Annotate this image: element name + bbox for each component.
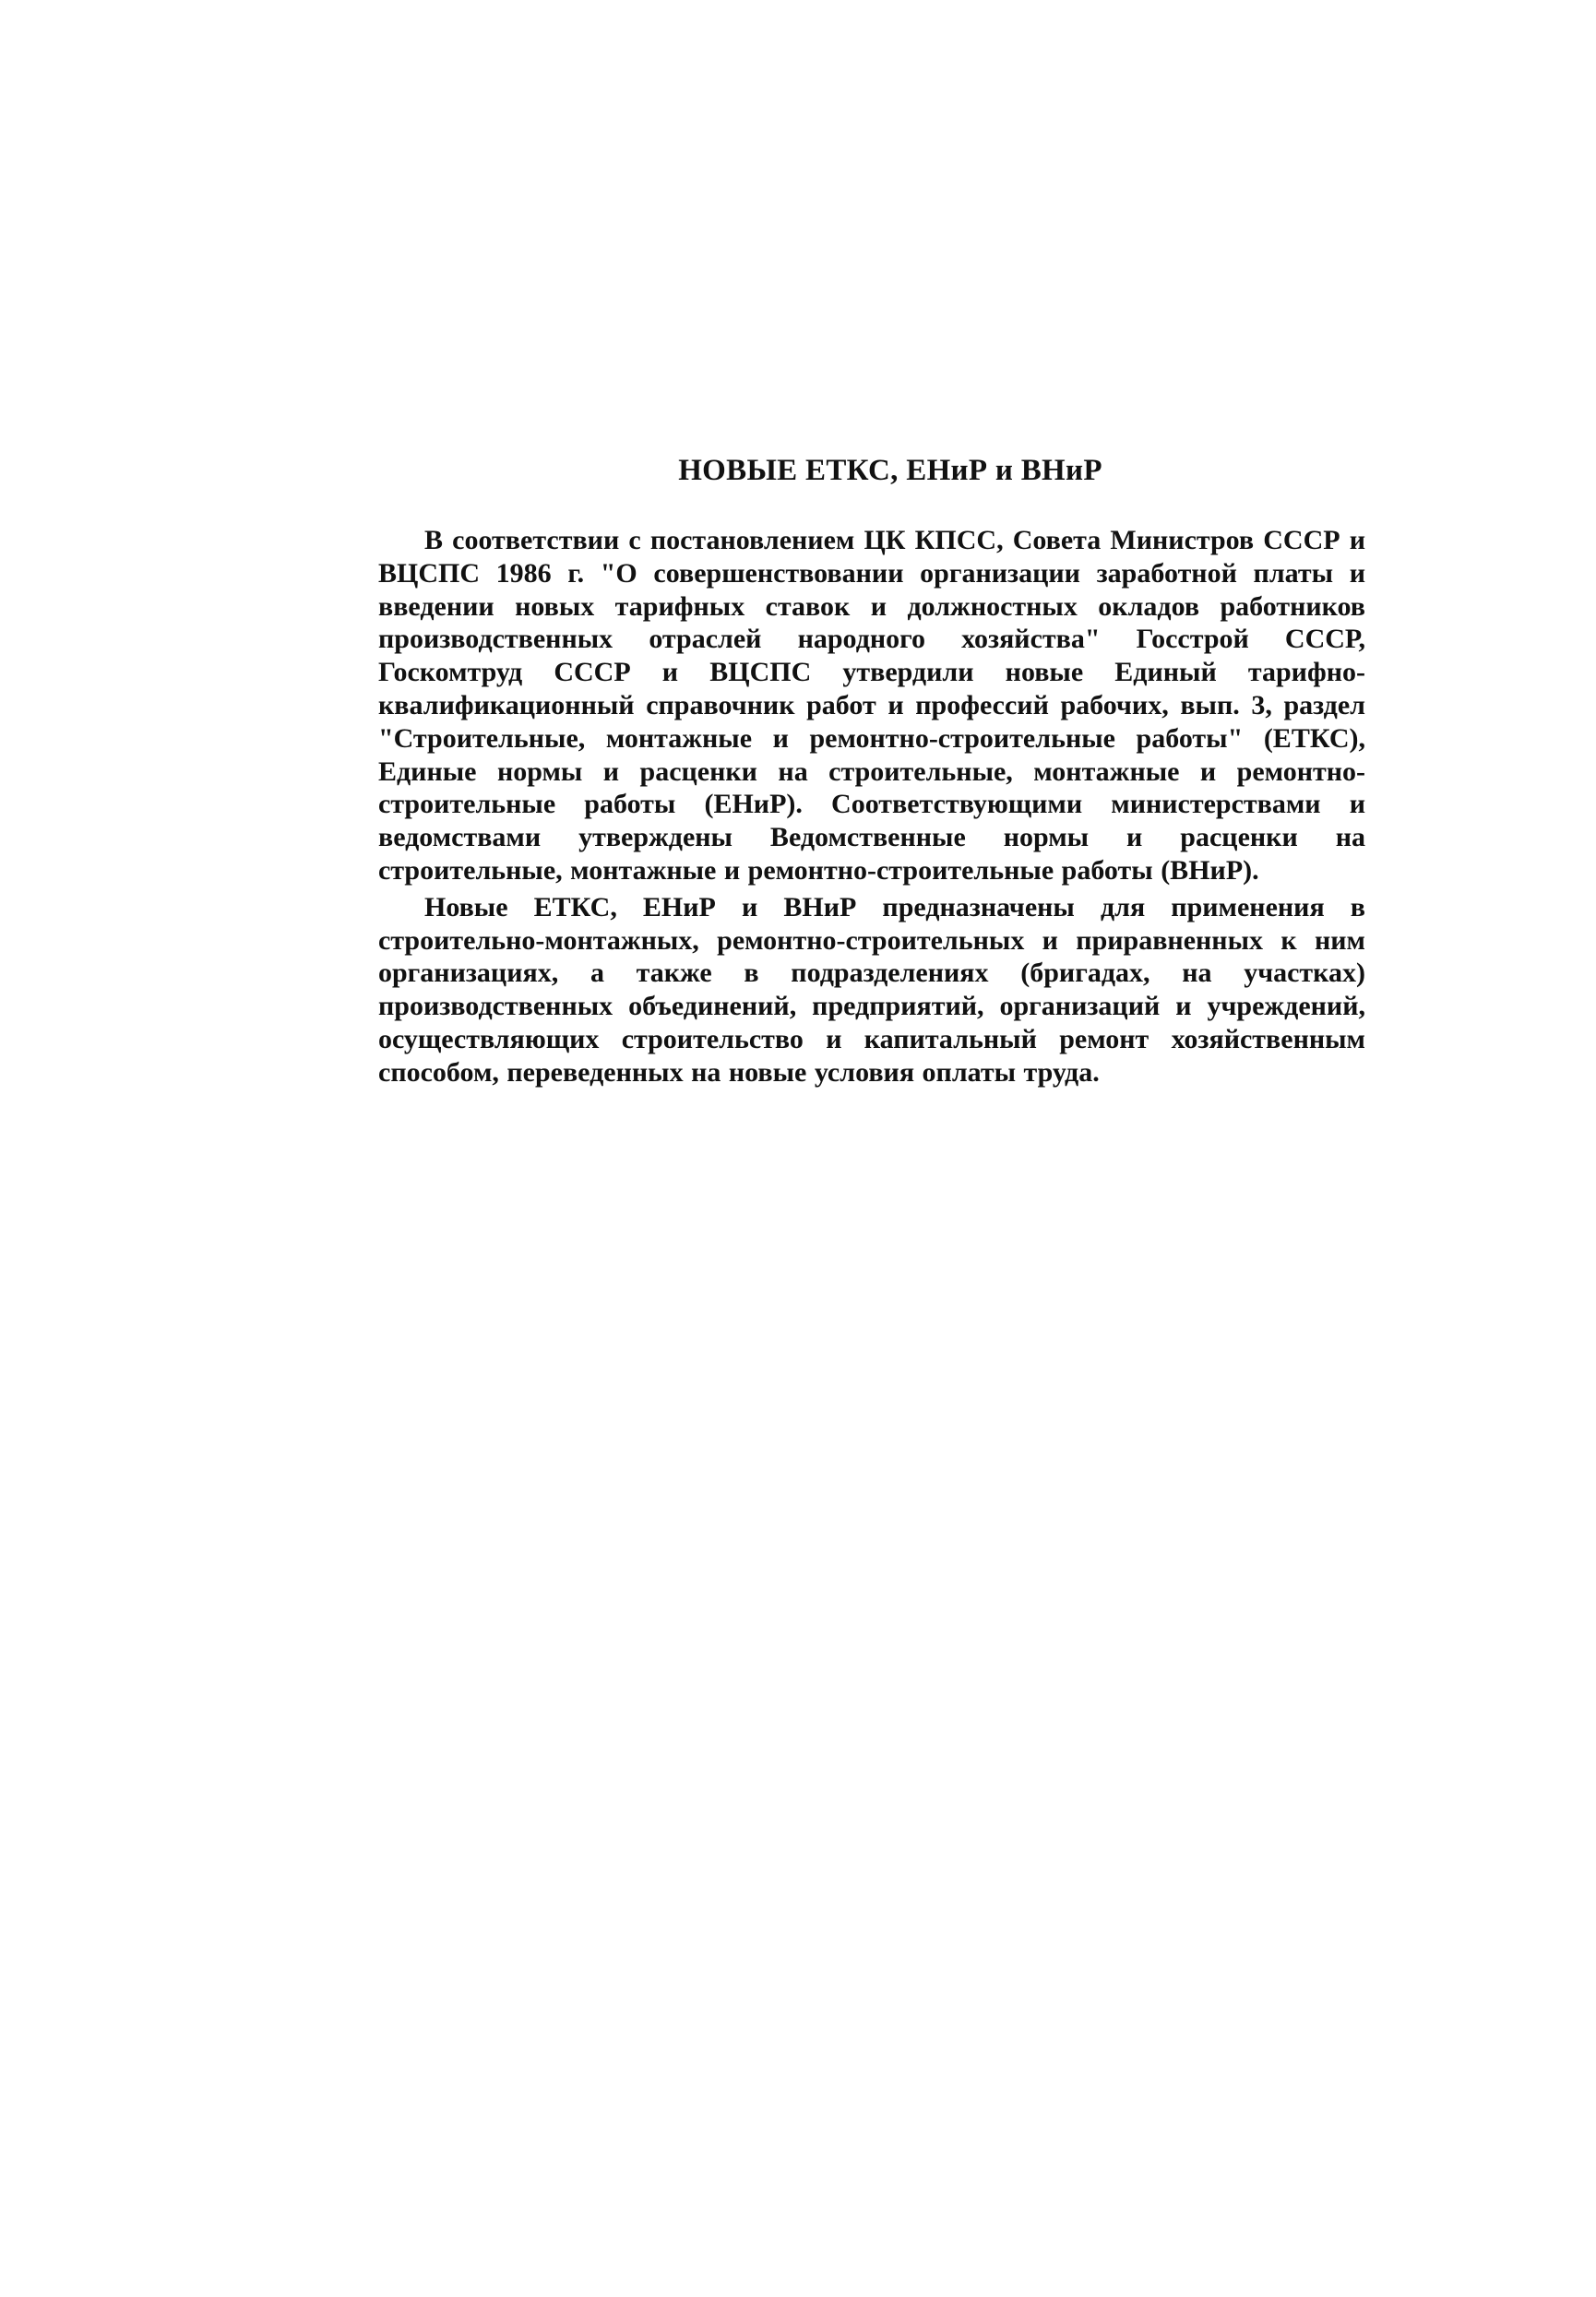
paragraph-1: В соответствии с постановлением ЦК КПСС, Совета Министров СССР и ВЦСПС 1986 г. "О совершенствовании организации заработной платы и введении новых тарифных ставок и должностных окладов работников производственных отраслей народного хозяйства" Госстрой СССР, Госкомтруд СССР и ВЦСПС утвердили новые Единый тарифно-квалификационный справочник работ и профессий рабочих, вып. 3, раздел "Строительные, монтажные и ремонтно-строительные работы" (ЕТКС), Единые нормы и расценки на строительные, монтажные и ремонтно-строительные работы (ЕНиР). Соответствующими министерствами и ведомствами утверждены Ведомственные нормы и расценки на строительные, монтажные и ремонтно-строительные работы (ВНиР). <box>378 525 1365 886</box>
paragraph-2: Новые ЕТКС, ЕНиР и ВНиР предназначены для применения в строительно-монтажных, ремонтно-строительных и приравненных к ним организациях, а также в подразделениях (бригадах, на участках) производственных объединений, предприятий, организаций и учреждений, осуществляющих строительство и капитальный ремонт хозяйственным способом, переведенных на новые условия оплаты труда. <box>378 891 1365 1088</box>
document-body <box>378 443 1365 1093</box>
page-title: НОВЫЕ ЕТКС, ЕНиР и ВНиР <box>678 454 1102 487</box>
